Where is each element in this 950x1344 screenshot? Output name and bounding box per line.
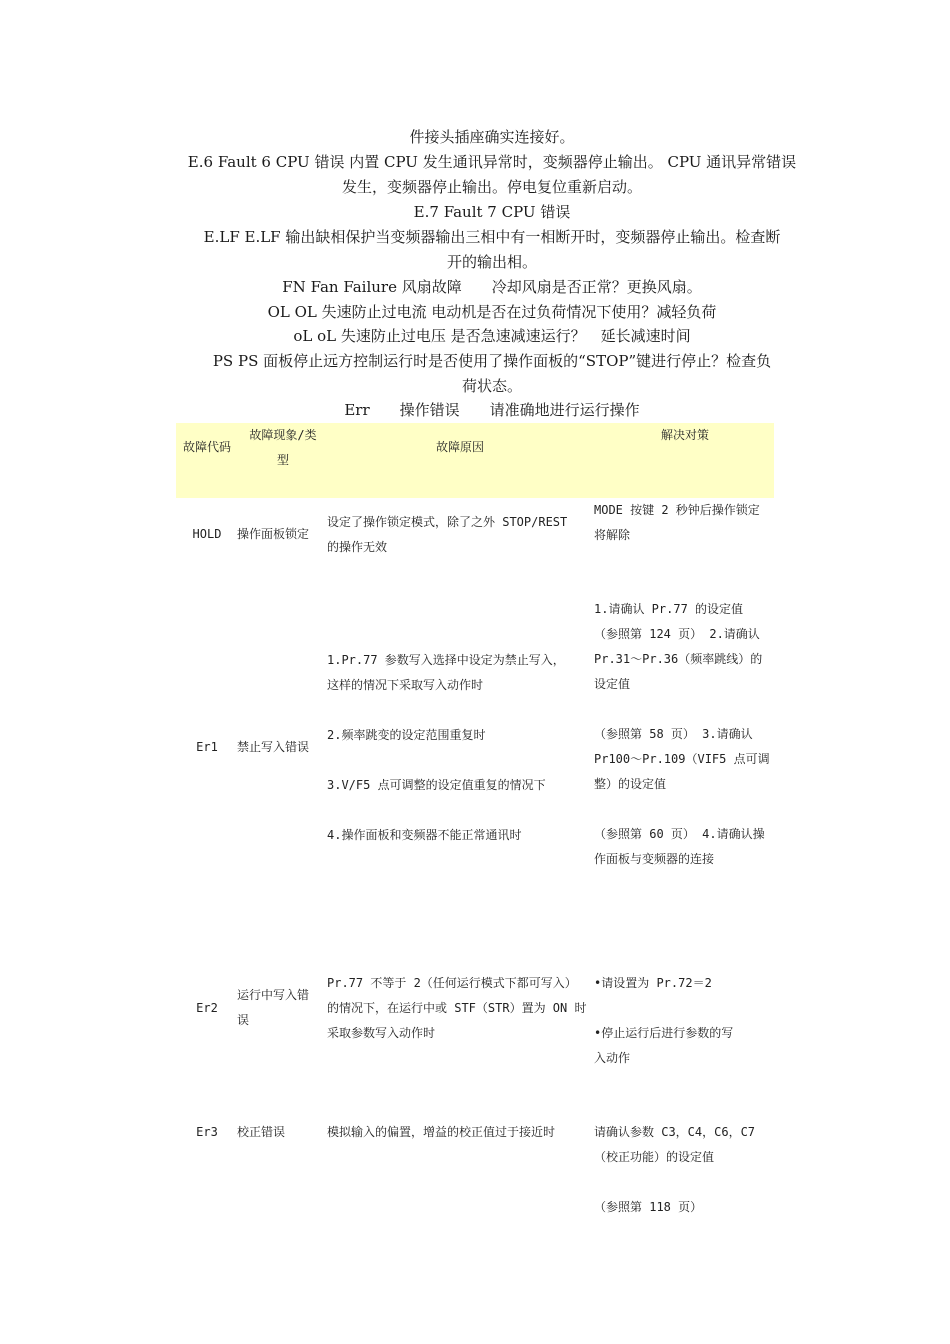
header-type-line-1: 故障现象/类 — [249, 428, 317, 442]
row-fix-line: （参照第 58 页） 3.请确认 — [594, 727, 753, 741]
row-cause-line: 3.V/F5 点可调整的设定值重复的情况下 — [327, 778, 546, 792]
row-code: Er3 — [196, 1125, 218, 1139]
row-fix-line: （校正功能）的设定值 — [594, 1150, 715, 1164]
row-cause-line: 的操作无效 — [327, 540, 388, 554]
row-fix-line: 设定值 — [594, 677, 631, 691]
row-fix-line: Pr100～Pr.109（VIF5 点可调 — [594, 752, 770, 766]
row-type-line: 操作面板锁定 — [237, 527, 310, 541]
paragraph-elf — [175, 225, 809, 275]
row-fix — [594, 498, 776, 548]
row-fix-line: 1.请确认 Pr.77 的设定值 — [594, 602, 744, 616]
row-type-line: 运行中写入错 — [237, 988, 310, 1002]
row-cause-line: 模拟输入的偏置，增益的校正值过于接近时 — [327, 1125, 556, 1139]
row-code: HOLD — [192, 527, 222, 541]
row-fix — [594, 971, 776, 1071]
row-fix-line: 作面板与变频器的连接 — [594, 852, 715, 866]
row-cause-line — [327, 698, 597, 723]
row-type — [237, 522, 327, 547]
row-fix-line: 请确认参数 C3，C4，C6，C7 — [594, 1125, 756, 1139]
paragraph-connector: 件接头插座确实连接好。 — [409, 128, 575, 146]
paragraph-ps-line-2: 荷状态。 — [461, 377, 522, 395]
header-cause: 故障原因 — [435, 440, 484, 454]
paragraph-ps — [175, 349, 809, 399]
row-type — [237, 1120, 327, 1145]
row-fix-line — [594, 797, 776, 822]
row-fix-line: 整）的设定值 — [594, 777, 667, 791]
row-type-line: 校正错误 — [237, 1125, 286, 1139]
row-cause-line: 设定了操作锁定模式，除了之外 STOP/REST — [327, 515, 568, 529]
row-fix-line: 将解除 — [594, 528, 631, 542]
header-fix: 解决对策 — [660, 428, 709, 442]
header-code: 故障代码 — [182, 440, 231, 454]
row-cause-line: 这样的情况下采取写入动作时 — [327, 678, 484, 692]
row-cause — [327, 971, 597, 1046]
row-fix-line — [594, 697, 776, 722]
paragraph-e6-line-1: E.6 Fault 6 CPU 错误 内置 CPU 发生通讯异常时，变频器停止输出。 CPU 通讯异常错误 — [187, 153, 797, 171]
row-type-line: 禁止写入错误 — [237, 740, 310, 754]
row-fix-line — [594, 1170, 776, 1195]
row-fix-line: •停止运行后进行参数的写 — [594, 1026, 734, 1040]
row-fix-line: Pr.31～Pr.36（频率跳线）的 — [594, 652, 763, 666]
row-cause-line: Pr.77 不等于 2（任何运行模式下都可写入） — [327, 976, 577, 990]
row-fix-line: 入动作 — [594, 1051, 631, 1065]
paragraph-err: Err 操作错误 请准确地进行运行操作 — [344, 401, 640, 419]
row-cause-line: 的情况下，在运行中或 STF（STR）置为 ON 时 — [327, 1001, 587, 1015]
row-fix-line: MODE 按键 2 秒钟后操作锁定 — [594, 503, 760, 517]
row-cause — [327, 1120, 597, 1145]
row-cause-line: 1.Pr.77 参数写入选择中设定为禁止写入， — [327, 653, 565, 667]
paragraph-e6 — [175, 150, 809, 200]
row-fix-line: （参照第 124 页） 2.请确认 — [594, 627, 760, 641]
row-cause-line: 采取参数写入动作时 — [327, 1026, 436, 1040]
header-type — [240, 423, 326, 473]
header-type-line-2: 型 — [276, 453, 289, 467]
paragraph-ps-line-1: PS PS 面板停止远方控制运行时是否使用了操作面板的“STOP”键进行停止？检查负 — [212, 352, 772, 370]
row-type-line: 误 — [237, 1013, 250, 1027]
row-cause-line: 2.频率跳变的设定范围重复时 — [327, 728, 486, 742]
row-cause — [327, 648, 597, 848]
row-cause-line: 4.操作面板和变频器不能正常通讯时 — [327, 828, 522, 842]
row-fix-line: （参照第 118 页） — [594, 1200, 703, 1214]
table-header — [176, 423, 774, 498]
row-fix-line: （参照第 60 页） 4.请确认操 — [594, 827, 765, 841]
row-fix — [594, 597, 776, 872]
row-cause-line — [327, 798, 597, 823]
paragraph-ol-voltage: oL oL 失速防止过电压 是否急速减速运行？ 延长减速时间 — [293, 327, 691, 345]
row-type — [237, 735, 327, 760]
row-cause — [327, 510, 597, 560]
paragraph-fn: FN Fan Failure 风扇故障 冷却风扇是否正常？更换风扇。 — [282, 278, 702, 296]
row-cause-line — [327, 748, 597, 773]
row-code: Er2 — [196, 1001, 218, 1015]
paragraph-e6-line-2: 发生，变频器停止输出。停电复位重新启动。 — [341, 178, 642, 196]
paragraph-elf-line-2: 开的输出相。 — [446, 253, 537, 271]
paragraph-elf-line-1: E.LF E.LF 输出缺相保护当变频器输出三相中有一相断开时，变频器停止输出。检查断 — [203, 228, 781, 246]
row-fix — [594, 1120, 776, 1220]
row-fix-line: •请设置为 Pr.72＝2 — [594, 976, 712, 990]
paragraph-ol-current: OL OL 失速防止过电流 电动机是否在过负荷情况下使用？减轻负荷 — [267, 303, 717, 321]
paragraph-e7: E.7 Fault 7 CPU 错误 — [413, 203, 571, 221]
row-code: Er1 — [196, 740, 218, 754]
row-fix-line — [594, 996, 776, 1021]
row-type — [237, 983, 327, 1033]
